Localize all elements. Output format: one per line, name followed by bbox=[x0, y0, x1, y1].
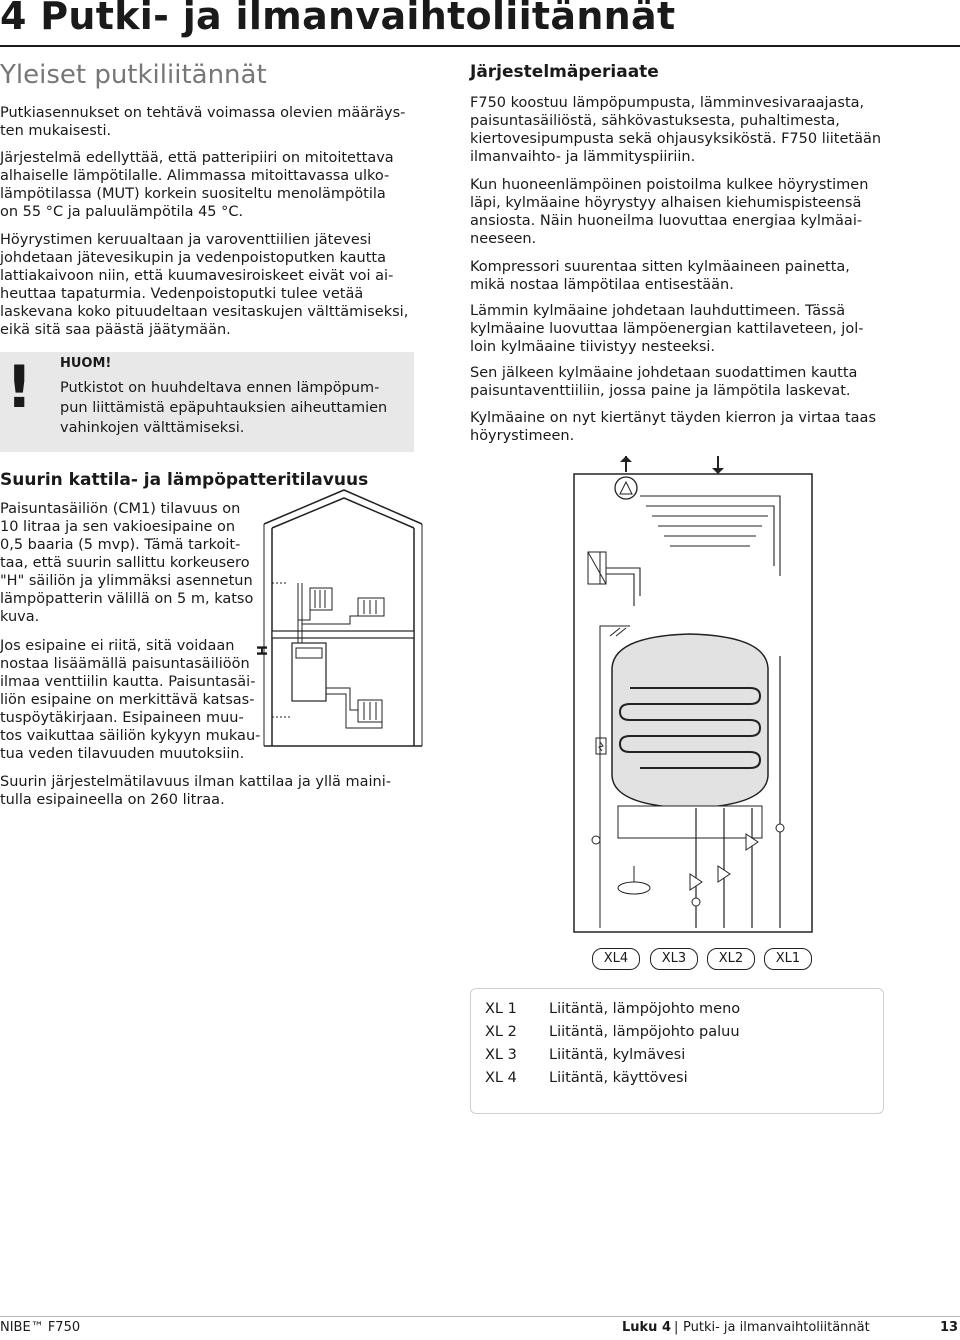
footer-chapter: Luku 4 bbox=[622, 1320, 672, 1335]
page-title: 4 Putki- ja ilmanvaihtoliitännät bbox=[0, 0, 676, 38]
connection-label-xl4: XL4 bbox=[592, 948, 640, 970]
note-box bbox=[0, 352, 414, 452]
principle-paragraph-5: Sen jälkeen kylmäaine johdetaan suodattimen kautta paisuntaventtiiliin, jossa paine ja lämpötila laskevat. bbox=[470, 365, 858, 399]
expansion-vessel-icon bbox=[618, 882, 650, 894]
principle-paragraph-4: Lämmin kylmäaine johdetaan lauhduttimeen. Tässä kylmäaine luovuttaa lämpöenergian kattilaveteen, jol- loin kylmäaine tiivistyy nesteeksi. bbox=[470, 303, 864, 355]
principle-paragraph-6: Kylmäaine on nyt kiertänyt täyden kierron ja virtaa taas höyrystimeen. bbox=[470, 410, 876, 444]
footer-separator: | bbox=[674, 1320, 679, 1335]
legend-code: XL 4 bbox=[485, 1070, 517, 1086]
legend-description: Liitäntä, lämpöjohto paluu bbox=[549, 1024, 740, 1040]
legend-code: XL 2 bbox=[485, 1024, 517, 1040]
exhaust-air-arrow-icon bbox=[620, 456, 632, 472]
legend-description: Liitäntä, käyttövesi bbox=[549, 1070, 688, 1086]
warning-icon: ! bbox=[6, 353, 33, 421]
general-paragraph-3: Höyrystimen keruualtaan ja varoventtiilien jätevesi johdetaan jätevesikupin ja vedenpoistoputken kautta lattiakaivoon niin, että kuumavesiroiskeet eivät voi ai- heuttaa tapaturmia. Vedenpoistoputki tulee vetää laskevana koko pituudeltaan vesitaskujen välttämiseksi, eikä sitä saa päästä jäätymään. bbox=[0, 232, 409, 338]
capacity-paragraph-1: Paisuntasäiliön (CM1) tilavuus on 10 litraa ja sen vakioesipaine on 0,5 baaria (5 mvp). Tämä tarkoit- taa, että suurin sallittu korkeusero "H" säiliön ja ylimmäksi asennetun lämpöpatterin välillä on 5 m, katso kuva. bbox=[0, 501, 254, 625]
capacity-paragraph-3: Suurin järjestelmätilavuus ilman kattilaa ja yllä maini- tulla esipaineella on 260 litraa. bbox=[0, 774, 391, 808]
footer-product: NIBE™ F750 bbox=[0, 1320, 81, 1335]
note-body: Putkistot on huuhdeltava ennen lämpöpum- pun liittämistä epäpuhtauksien aiheuttamien vahinkojen välttämiseksi. bbox=[60, 380, 388, 436]
fan-icon bbox=[615, 477, 637, 499]
legend-description: Liitäntä, lämpöjohto meno bbox=[549, 1001, 741, 1017]
footer-rule bbox=[0, 1316, 960, 1317]
title-rule bbox=[0, 45, 960, 47]
principle-paragraph-1: F750 koostuu lämpöpumpusta, lämminvesivaraajasta, paisuntasäiliöstä, sähkövastuksesta, puhaltimesta, kiertovesipumpusta sekä ohjausyksiköstä. F750 liitetään ilmanvaihto- ja lämmityspiiriin. bbox=[470, 95, 882, 165]
system-schematic bbox=[560, 456, 840, 938]
connection-label-xl3: XL3 bbox=[650, 948, 698, 970]
note-title: HUOM! bbox=[60, 356, 112, 371]
capacity-paragraph-2: Jos esipaine ei riitä, sitä voidaan nostaa lisäämällä paisuntasäiliöön ilmaa venttiilin kautta. Paisuntasäi- liön esipaine on merkittävä katsas- tuspöytäkirjaan. Esipaineen muu- tos vaikuttaa säiliön kykyyn mukau- tua veden tilavuuden muutoksiin. bbox=[0, 638, 261, 762]
connection-legend bbox=[470, 988, 884, 1114]
principle-paragraph-3: Kompressori suurentaa sitten kylmäaineen painetta, mikä nostaa lämpötilaa entisestään. bbox=[470, 259, 850, 293]
connection-label-xl2: XL2 bbox=[707, 948, 755, 970]
page-number: 13 bbox=[940, 1320, 959, 1335]
legend-code: XL 1 bbox=[485, 1001, 517, 1017]
footer-chapter-title: Putki- ja ilmanvaihtoliitännät bbox=[683, 1320, 870, 1335]
supply-air-arrow-icon bbox=[712, 456, 724, 474]
general-paragraph-1: Putkiasennukset on tehtävä voimassa olevien määräys- ten mukaisesti. bbox=[0, 105, 406, 139]
section-heading-principle: Järjestelmäperiaate bbox=[470, 62, 659, 82]
legend-code: XL 3 bbox=[485, 1047, 517, 1063]
house-diagram bbox=[255, 488, 426, 750]
section-heading-capacity: Suurin kattila- ja lämpöpatteritilavuus bbox=[0, 470, 369, 490]
general-paragraph-2: Järjestelmä edellyttää, että patteripiiri on mitoitettava alhaiselle lämpötilalle. Alimmassa mitoittavassa ulko- lämpötilassa (MUT) korkein suositeltu menolämpötila on 55 °C ja paluulämpötila 45 °C. bbox=[0, 150, 394, 220]
principle-paragraph-2: Kun huoneenlämpöinen poistoilma kulkee höyrystimen läpi, kylmäaine höyrystyy alhaisen kiehumispisteensä ansiosta. Näin huoneilma luovuttaa energiaa kylmäai- neeseen. bbox=[470, 177, 869, 247]
section-heading-general: Yleiset putkiliitännät bbox=[0, 60, 267, 90]
connection-label-xl1: XL1 bbox=[764, 948, 812, 970]
legend-description: Liitäntä, kylmävesi bbox=[549, 1047, 686, 1063]
height-label: H bbox=[255, 645, 271, 656]
